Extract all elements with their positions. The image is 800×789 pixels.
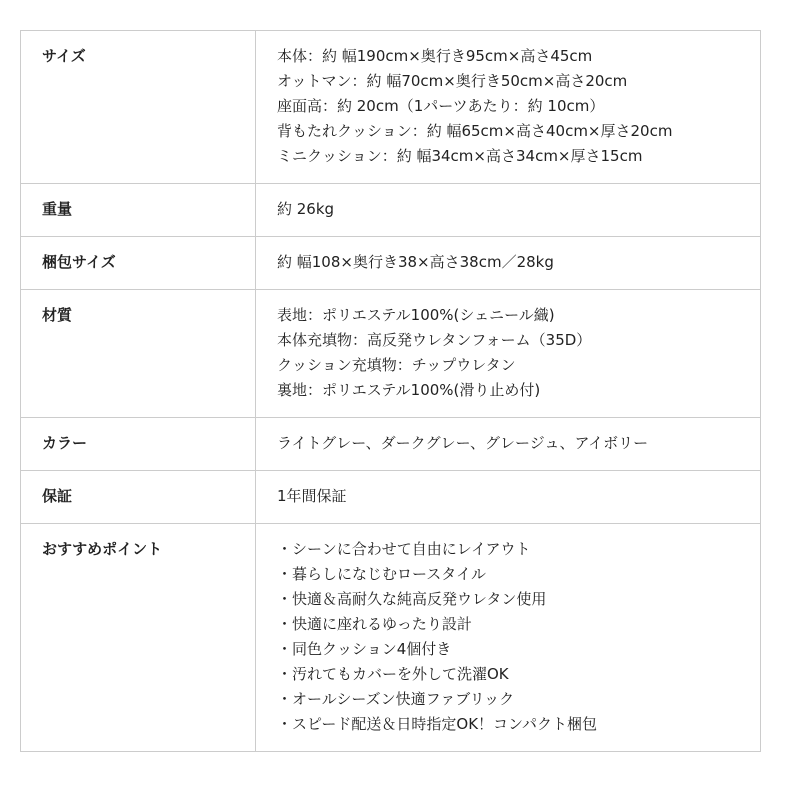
spec-line: ・オールシーズン快適ファブリック xyxy=(277,690,515,708)
spec-line: ・汚れてもカバーを外して洗濯OK xyxy=(277,665,509,683)
spec-value-weight xyxy=(256,184,761,237)
spec-row-material xyxy=(21,290,761,418)
spec-line: 座面高：約 20cm（1パーツあたり：約 10cm） xyxy=(277,97,605,115)
spec-label-warranty: 保証 xyxy=(21,471,256,524)
spec-line: 本体充填物：高反発ウレタンフォーム（35D） xyxy=(277,331,592,349)
spec-line: 約 幅108×奥行き38×高さ38cm／28kg xyxy=(277,253,554,271)
spec-label-package-size: 梱包サイズ xyxy=(21,237,256,290)
spec-row-recommended-points xyxy=(21,524,761,752)
spec-line: ・同色クッション4個付き xyxy=(277,640,452,658)
spec-line: ・シーンに合わせて自由にレイアウト xyxy=(277,540,531,558)
spec-line: 裏地：ポリエステル100%(滑り止め付) xyxy=(277,381,541,399)
spec-line: ・スピード配送＆日時指定OK！コンパクト梱包 xyxy=(277,715,597,733)
spec-label-material: 材質 xyxy=(21,290,256,418)
spec-value-recommended-points xyxy=(256,524,761,752)
spec-line: ・暮らしになじむロースタイル xyxy=(277,565,486,583)
spec-line: ミニクッション：約 幅34cm×高さ34cm×厚さ15cm xyxy=(277,147,643,165)
spec-line: 表地：ポリエステル100%(シェニール織) xyxy=(277,306,555,324)
spec-line: 背もたれクッション：約 幅65cm×高さ40cm×厚さ20cm xyxy=(277,122,673,140)
spec-row-warranty xyxy=(21,471,761,524)
spec-line: ライトグレー、ダークグレー、グレージュ、アイボリー xyxy=(277,434,649,452)
spec-row-weight xyxy=(21,184,761,237)
spec-label-recommended-points: おすすめポイント xyxy=(21,524,256,752)
spec-value-material xyxy=(256,290,761,418)
spec-label-size: サイズ xyxy=(21,31,256,184)
spec-table xyxy=(20,30,761,752)
spec-value-size xyxy=(256,31,761,184)
spec-line: ・快適＆高耐久な純高反発ウレタン使用 xyxy=(277,590,547,608)
spec-label-weight: 重量 xyxy=(21,184,256,237)
spec-label-color: カラー xyxy=(21,418,256,471)
spec-line: 本体：約 幅190cm×奥行き95cm×高さ45cm xyxy=(277,47,593,65)
spec-line: オットマン：約 幅70cm×奥行き50cm×高さ20cm xyxy=(277,72,628,90)
spec-row-package-size xyxy=(21,237,761,290)
spec-value-warranty xyxy=(256,471,761,524)
spec-value-color xyxy=(256,418,761,471)
spec-line: 約 26kg xyxy=(277,200,335,218)
spec-value-package-size xyxy=(256,237,761,290)
spec-line: クッション充填物：チップウレタン xyxy=(277,356,516,374)
spec-row-color xyxy=(21,418,761,471)
spec-row-size xyxy=(21,31,761,184)
spec-line: ・快適に座れるゆったり設計 xyxy=(277,615,472,633)
spec-line: 1年間保証 xyxy=(277,487,347,505)
